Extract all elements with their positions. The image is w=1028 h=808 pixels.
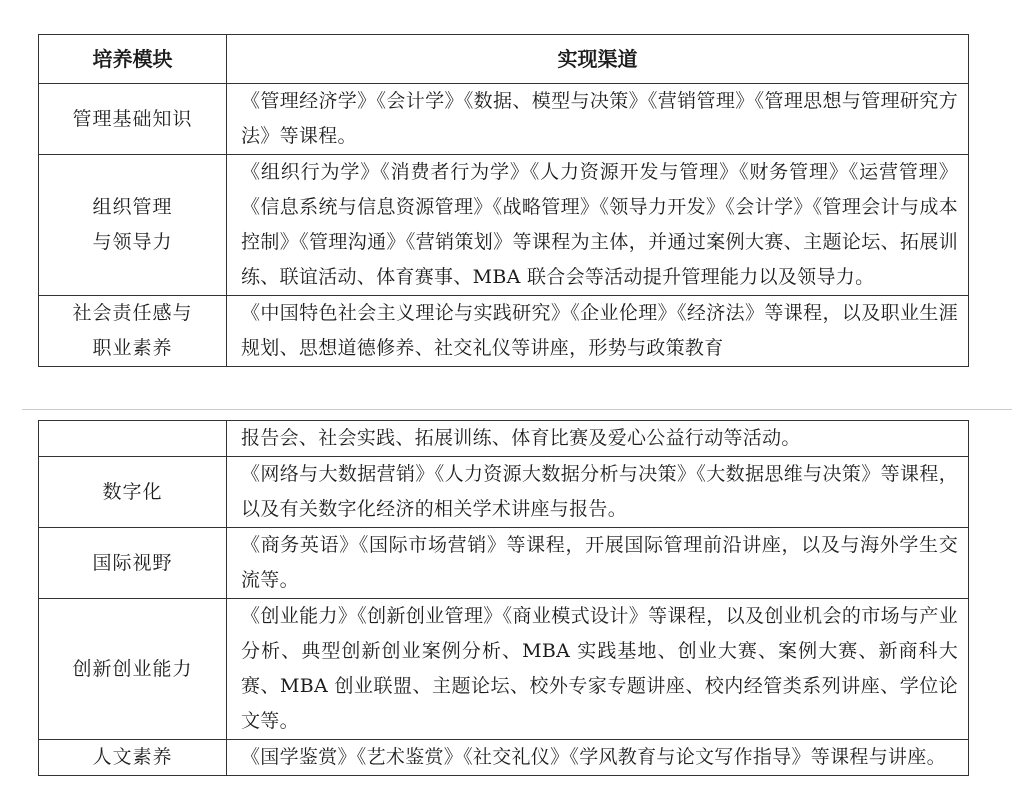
module-name: 国际视野 bbox=[92, 551, 173, 574]
table-row bbox=[39, 296, 969, 367]
module-name-line-1: 社会责任感与 bbox=[72, 302, 193, 324]
module-cell bbox=[39, 457, 227, 528]
module-cell bbox=[39, 599, 227, 740]
module-name-line-2: 职业素养 bbox=[92, 337, 173, 359]
channel-cell: 《创业能力》《创新创业管理》《商业模式设计》等课程，以及创业机会的市场与产业分析、典型创新创业案例分析、MBA 实践基地、创业大赛、案例大赛、新商科大赛、MBA 创业联盟、主题论坛、校外专家专题讲座、校内经管类系列讲座、学位论文等。 bbox=[227, 599, 969, 740]
channel-cell: 《组织行为学》《消费者行为学》《人力资源开发与管理》《财务管理》《运营管理》《信息系统与信息资源管理》《战略管理》《领导力开发》《会计学》《管理会计与成本控制》《管理沟通》《营销策划》等课程为主体，并通过案例大赛、主题论坛、拓展训练、联谊活动、体育赛事、MBA 联合会等活动提升管理能力以及领导力。 bbox=[227, 155, 969, 296]
training-modules-table-bottom bbox=[38, 420, 969, 776]
table-row bbox=[39, 84, 969, 155]
table-row-continued bbox=[39, 421, 969, 457]
module-cell bbox=[39, 296, 227, 367]
module-cell bbox=[39, 84, 227, 155]
channel-cell: 《管理经济学》《会计学》《数据、模型与决策》《营销管理》《管理思想与管理研究方法》等课程。 bbox=[227, 84, 969, 155]
module-cell bbox=[39, 528, 227, 599]
table-row bbox=[39, 599, 969, 740]
table-row bbox=[39, 740, 969, 776]
module-name-line-2: 与领导力 bbox=[92, 231, 173, 253]
module-name: 创新创业能力 bbox=[72, 657, 193, 680]
module-name-line-1: 组织管理 bbox=[92, 196, 173, 218]
channel-cell: 报告会、社会实践、拓展训练、体育比赛及爱心公益行动等活动。 bbox=[227, 421, 969, 457]
header-module: 培养模块 bbox=[39, 35, 227, 84]
table-row bbox=[39, 155, 969, 296]
header-row bbox=[39, 35, 969, 84]
module-name: 人文素养 bbox=[92, 746, 173, 768]
header-channel: 实现渠道 bbox=[227, 35, 969, 84]
table-row bbox=[39, 528, 969, 599]
training-modules-table-top bbox=[38, 34, 969, 367]
channel-cell: 《中国特色社会主义理论与实践研究》《企业伦理》《经济法》等课程，以及职业生涯规划、思想道德修养、社交礼仪等讲座，形势与政策教育 bbox=[227, 296, 969, 367]
page-break-divider bbox=[22, 409, 1012, 410]
module-name: 管理基础知识 bbox=[72, 107, 193, 130]
channel-cell: 《网络与大数据营销》《人力资源大数据分析与决策》《大数据思维与决策》等课程，以及有关数字化经济的相关学术讲座与报告。 bbox=[227, 457, 969, 528]
channel-cell: 《商务英语》《国际市场营销》等课程，开展国际管理前沿讲座，以及与海外学生交流等。 bbox=[227, 528, 969, 599]
table-row bbox=[39, 457, 969, 528]
channel-cell: 《国学鉴赏》《艺术鉴赏》《社交礼仪》《学风教育与论文写作指导》等课程与讲座。 bbox=[227, 740, 969, 776]
module-cell bbox=[39, 740, 227, 776]
module-cell-empty bbox=[39, 421, 227, 457]
module-name: 数字化 bbox=[102, 480, 163, 503]
module-cell bbox=[39, 155, 227, 296]
